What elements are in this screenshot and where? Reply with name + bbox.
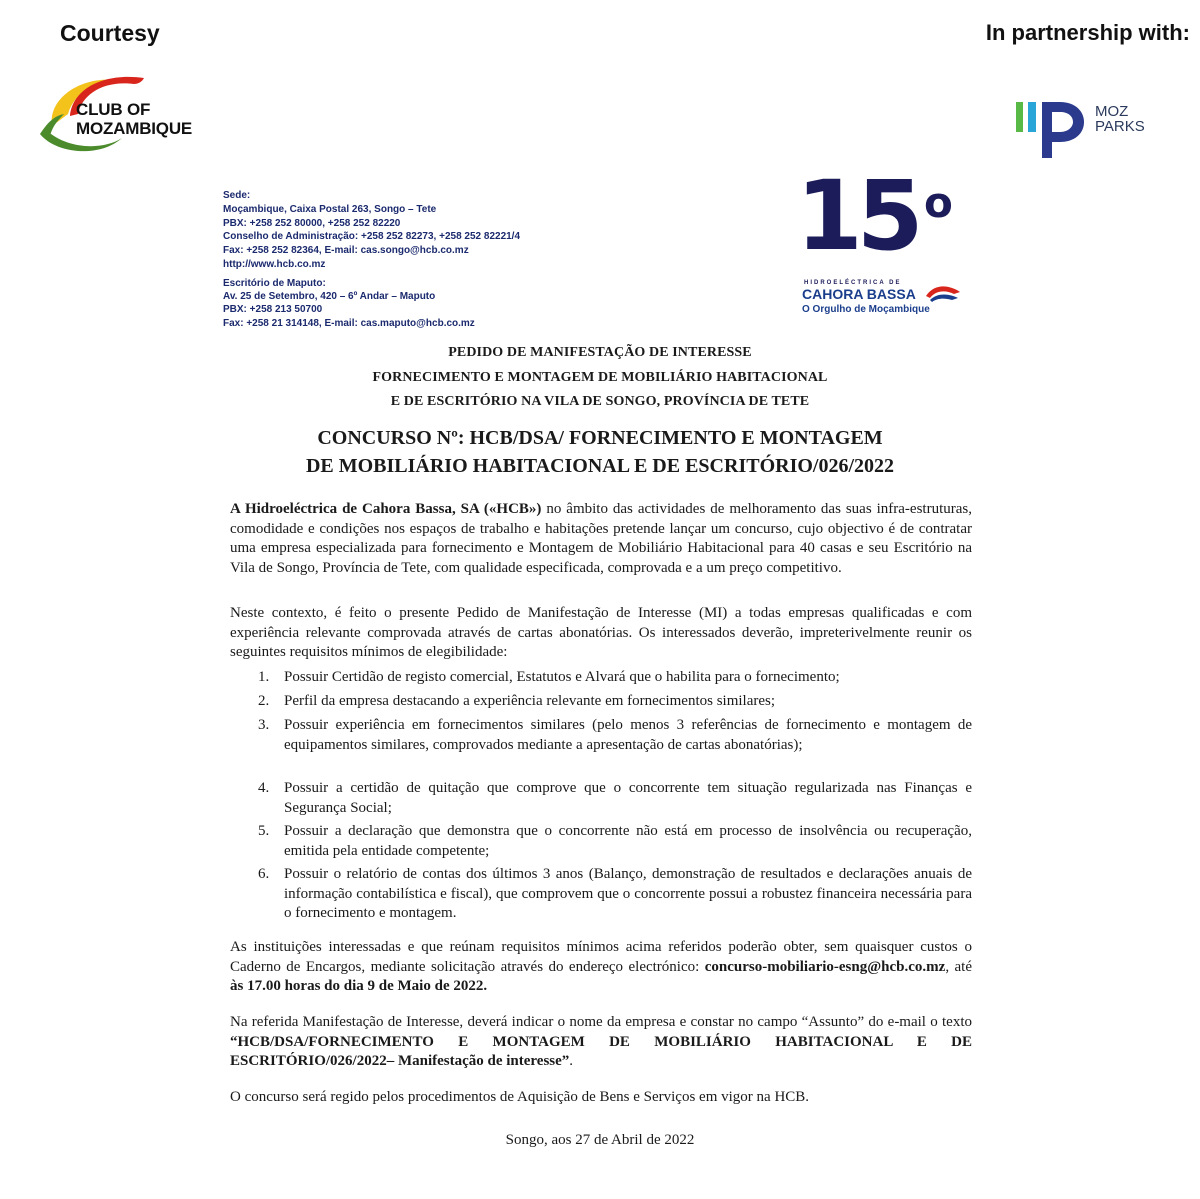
requirement-item [258,822,972,861]
subject-required-text: “HCB/DSA/FORNECIMENTO E MONTAGEM DE MOBILIÁRIO HABITACIONAL E DE ESCRITÓRIO/026/2022– Manifestação de interesse” [230,1033,972,1069]
requirement-number: 3. [258,717,270,733]
hcb-logo-tagline: O Orgulho de Moçambique [802,304,930,315]
submission-deadline: às 17.00 horas do dia 9 de Maio de 2022. [230,978,488,994]
hcb-logo-degree: o [924,178,953,227]
requirement-text: Possuir a declaração que demonstra que o concorrente não está em processo de insolvência ou recuperação, emitida pela entidade competente; [284,823,972,859]
intro-text: no âmbito das actividades de melhoramento das suas infra-estruturas, comodidade e condições nos espaços de trabalho e habitações pretende lançar um concurso, cujo objectivo é de contratar uma empresa especializada para fornecimento e Montagem de Mobiliário Habitacional para 40 casas e seu Escritório na Vila de Songo, Província de Tete, com qualidade especificada, comprovada e a um preço competitivo. [230,501,972,576]
sede-fax-email: Fax: +258 252 82364, E-mail: cas.songo@hcb.co.mz [223,245,469,256]
requirement-number: 1. [258,669,270,685]
intro-company-name: A Hidroeléctrica de Cahora Bassa, SA («HCB») [230,501,542,517]
subject-end: . [569,1053,574,1069]
context-paragraph: Neste contexto, é feito o presente Pedido de Manifestação de Interesse (MI) a todas empresas qualificadas e com experiência relevante comprovada através de cartas abonatórias. Os interessados deverão, impreterivelmente reunir os seguintes requisitos mínimos de elegibilidade: [230,605,972,660]
contest-number-line-2: DE MOBILIÁRIO HABITACIONAL E DE ESCRITÓRIO/026/2022 [305,455,895,477]
doc-title-line-2: FORNECIMENTO E MONTAGEM DE MOBILIÁRIO HABITACIONAL [372,370,828,385]
moz-parks-line-2: PARKS [1095,118,1145,135]
sede-label: Sede: [223,190,251,201]
requirement-text: Possuir a certidão de quitação que comprove que o concorrente tem situação regularizada nas Finanças e Segurança Social; [284,780,972,816]
contact-email-link[interactable]: concurso-mobiliario-esng@hcb.co.mz [704,958,946,975]
doc-title-line-3: E DE ESCRITÓRIO NA VILA DE SONGO, PROVÍNCIA DE TETE [390,394,810,409]
subject-paragraph [230,1013,972,1072]
partnership-label: In partnership with: [985,20,1190,45]
club-logo-line-2: MOZAMBIQUE [76,119,193,138]
maputo-fax-email: Fax: +258 21 314148, E-mail: cas.maputo@hcb.co.mz [223,318,475,329]
moz-parks-line-1: MOZ [1095,103,1129,120]
rules-paragraph: O concurso será regido pelos procedimentos de Aquisição de Bens e Serviços em vigor na HCB. [230,1089,810,1105]
requirement-item [258,668,972,688]
place-and-date: Songo, aos 27 de Abril de 2022 [505,1132,695,1148]
doc-title-line-1: PEDIDO DE MANIFESTAÇÃO DE INTERESSE [448,345,752,360]
access-mid-text: , até [945,958,973,975]
sede-website: http://www.hcb.co.mz [223,259,326,270]
maputo-label: Escritório de Maputo: [223,278,326,289]
requirement-item [258,865,972,924]
requirement-text: Perfil da empresa destacando a experiência relevante em fornecimentos similares; [284,693,776,709]
intro-paragraph [230,500,972,578]
requirement-item [258,716,972,755]
requirement-item [258,779,972,818]
moz-parks-logo [1012,96,1162,166]
requirement-text: Possuir o relatório de contas dos últimos 3 anos (Balanço, demonstração de resultados e declarações anuais de informação contabilística e fiscal), que comprovem que o concorrente possui a robustez financeira necessária para o fornecimento e montagem. [284,866,972,921]
subject-text: Na referida Manifestação de Interesse, deverá indicar o nome da empresa e constar no campo “Assunto” do e-mail o texto [230,1014,972,1030]
access-paragraph [230,938,972,997]
hcb-logo-number: 15 [796,160,918,272]
courtesy-label: Courtesy [60,20,160,46]
requirement-number: 2. [258,693,270,709]
hcb-logo-emblem-icon [924,282,964,304]
hcb-logo-small-text: HIDROELÉCTRICA DE [804,280,902,286]
sede-pbx: PBX: +258 252 80000, +258 252 82220 [223,218,401,229]
hcb-15-anniversary-logo [796,160,966,322]
access-text: As instituições interessadas e que reúnam requisitos mínimos acima referidos poderão obter, sem quaisquer custos o Caderno de Encargos, mediante solicitação através do endereço electrónico: [230,939,972,975]
moz-parks-mark-icon [1012,96,1092,166]
sede-address: Moçambique, Caixa Postal 263, Songo – Tete [223,204,437,215]
contest-number-line-1: CONCURSO Nº: HCB/DSA/ FORNECIMENTO E MONTAGEM [317,427,883,449]
requirement-text: Possuir Certidão de registo comercial, Estatutos e Alvará que o habilita para o fornecimento; [284,669,840,685]
club-of-mozambique-logo [38,70,218,160]
requirement-item [258,692,972,712]
club-logo-line-1: CLUB OF [76,100,151,119]
hcb-logo-brand: CAHORA BASSA [802,286,916,302]
requirement-text: Possuir experiência em fornecimentos similares (pelo menos 3 referências de fornecimento e montagem de equipamentos similares, comprovados mediante a apresentação de cartas abonatórias); [284,717,972,753]
requirement-number: 6. [258,866,270,882]
requirement-number: 4. [258,780,270,796]
sede-board-phone: Conselho de Administração: +258 252 82273, +258 252 82221/4 [223,231,521,242]
maputo-address: Av. 25 de Setembro, 420 – 6º Andar – Maputo [223,291,436,302]
maputo-pbx: PBX: +258 213 50700 [223,304,323,315]
requirement-number: 5. [258,823,270,839]
